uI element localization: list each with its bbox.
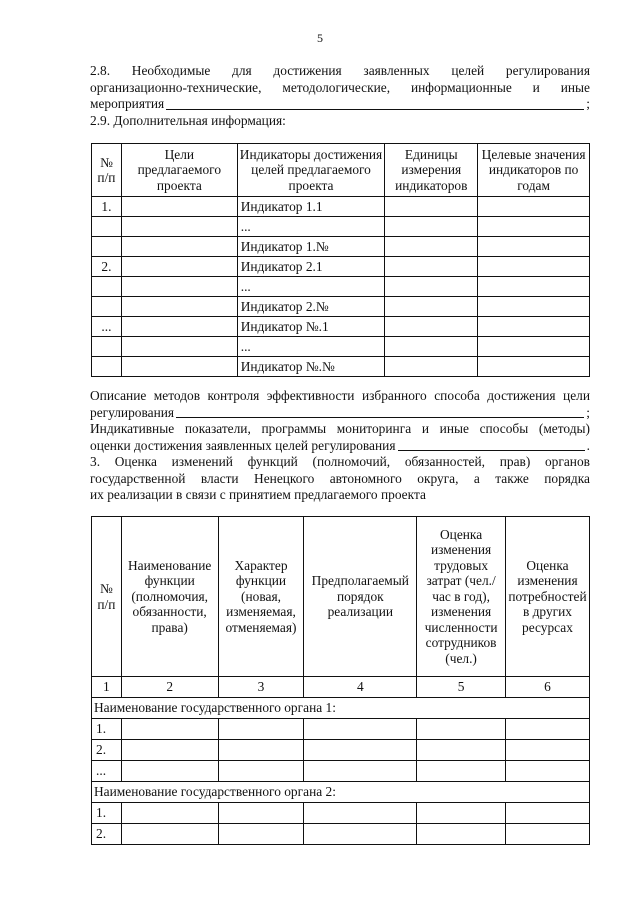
table-row (92, 803, 590, 824)
row-number (92, 357, 122, 377)
section-2-8-line1: 2.8. Необходимые для достижения заявленных целей регулирования (90, 63, 590, 78)
empty-cell (121, 761, 218, 782)
indicator-cell: ... (237, 337, 385, 357)
empty-cell (505, 761, 589, 782)
indicator-cell: ... (237, 217, 385, 237)
unit-cell (385, 317, 478, 337)
row-number: 1. (92, 197, 122, 217)
header-number: № п/п (92, 144, 122, 197)
header-other-resources: Оценка изменения потребностей в других ресурсах (505, 517, 589, 677)
empty-cell (121, 719, 218, 740)
empty-cell (417, 761, 506, 782)
table-row (92, 297, 590, 317)
header-target-values: Целевые значения индикаторов по годам (478, 144, 590, 197)
table-row (92, 337, 590, 357)
empty-cell (218, 740, 304, 761)
target-cell (478, 297, 590, 317)
empty-cell (121, 824, 218, 845)
unit-cell (385, 357, 478, 377)
empty-cell (417, 740, 506, 761)
methods-line4 (90, 438, 590, 455)
indicators-table-header (92, 144, 590, 197)
methods-line2 (90, 405, 590, 422)
table-row (92, 357, 590, 377)
fill-line-regulation (176, 416, 584, 418)
section-2-9-label: 2.9. Дополнительная информация: (90, 112, 286, 128)
goal-cell (121, 297, 237, 317)
section-3-line3: их реализации в связи с принятием предлагаемого проекта (90, 487, 426, 502)
empty-cell (121, 803, 218, 824)
unit-cell (385, 237, 478, 257)
functions-table (91, 516, 590, 845)
methods-line2-end: ; (586, 404, 590, 420)
page-number: 5 (317, 31, 323, 45)
row-number: 1. (92, 803, 122, 824)
section-2-8 (90, 63, 590, 129)
empty-cell (505, 803, 589, 824)
header-function-name: Наименование функции (полномочия, обязанности, права) (121, 517, 218, 677)
table-row (92, 197, 590, 217)
empty-cell (218, 719, 304, 740)
goal-cell (121, 237, 237, 257)
indicator-cell: Индикатор 2.№ (237, 297, 385, 317)
goal-cell (121, 277, 237, 297)
column-number: 6 (505, 677, 589, 698)
fill-line-measures (166, 108, 584, 110)
indicators-table (91, 143, 590, 377)
indicator-cell: Индикатор 1.№ (237, 237, 385, 257)
goal-cell (121, 217, 237, 237)
indicator-cell: Индикатор №.1 (237, 317, 385, 337)
empty-cell (218, 803, 304, 824)
unit-cell (385, 337, 478, 357)
column-number: 4 (304, 677, 417, 698)
group-header-row (92, 782, 590, 803)
header-goals: Цели предлагаемого проекта (121, 144, 237, 197)
target-cell (478, 257, 590, 277)
header-indicators: Индикаторы достижения целей предлагаемого проекта (237, 144, 385, 197)
row-number (92, 297, 122, 317)
group1-label: Наименование государственного органа 1: (92, 698, 590, 719)
target-cell (478, 317, 590, 337)
methods-line4-label: оценки достижения заявленных целей регулирования (90, 437, 396, 453)
row-number: 2. (92, 824, 122, 845)
unit-cell (385, 217, 478, 237)
empty-cell (304, 824, 417, 845)
row-number (92, 337, 122, 357)
empty-cell (417, 803, 506, 824)
table-row (92, 761, 590, 782)
section-3-line1: 3. Оценка изменений функций (полномочий, обязанностей, прав) органов (90, 454, 590, 469)
row-number: 1. (92, 719, 122, 740)
column-numbers-row (92, 677, 590, 698)
empty-cell (417, 719, 506, 740)
table-row (92, 824, 590, 845)
methods-section (90, 388, 590, 454)
unit-cell (385, 257, 478, 277)
empty-cell (218, 761, 304, 782)
target-cell (478, 217, 590, 237)
row-number: ... (92, 317, 122, 337)
methods-line1: Описание методов контроля эффективности избранного способа достижения цели (90, 388, 590, 403)
empty-cell (218, 824, 304, 845)
empty-cell (121, 740, 218, 761)
goal-cell (121, 317, 237, 337)
table-row (92, 277, 590, 297)
target-cell (478, 357, 590, 377)
fill-line-evaluation (398, 449, 585, 451)
header-labor-costs: Оценка изменения трудовых затрат (чел./час в год), изменения численности сотрудников (чел.) (417, 517, 506, 677)
empty-cell (304, 803, 417, 824)
row-number: 2. (92, 257, 122, 277)
section-2-8-line2: организационно-технические, методологические, информационные и иные (90, 79, 590, 95)
indicator-cell: ... (237, 277, 385, 297)
goal-cell (121, 197, 237, 217)
target-cell (478, 197, 590, 217)
empty-cell (304, 740, 417, 761)
section-3 (90, 454, 590, 504)
unit-cell (385, 197, 478, 217)
unit-cell (385, 277, 478, 297)
header-number: № п/п (92, 517, 122, 677)
column-number: 5 (417, 677, 506, 698)
header-units: Единицы измерения индикаторов (385, 144, 478, 197)
target-cell (478, 237, 590, 257)
column-number: 3 (218, 677, 304, 698)
empty-cell (304, 719, 417, 740)
goal-cell (121, 337, 237, 357)
empty-cell (505, 740, 589, 761)
target-cell (478, 277, 590, 297)
empty-cell (417, 824, 506, 845)
section-3-line2: государственной власти Ненецкого автономного округа, а также порядка (90, 470, 590, 486)
empty-cell (304, 761, 417, 782)
table-row (92, 217, 590, 237)
column-number: 2 (121, 677, 218, 698)
methods-line4-end: . (586, 437, 590, 453)
row-number (92, 277, 122, 297)
functions-table-header (92, 517, 590, 677)
indicator-cell: Индикатор 1.1 (237, 197, 385, 217)
table-row (92, 237, 590, 257)
table-row (92, 317, 590, 337)
column-number: 1 (92, 677, 122, 698)
empty-cell (505, 824, 589, 845)
table-row (92, 257, 590, 277)
section-2-8-label: мероприятия (90, 96, 165, 111)
methods-line2-label: регулирования (90, 404, 175, 420)
goal-cell (121, 257, 237, 277)
empty-cell (505, 719, 589, 740)
indicator-cell: Индикатор №.№ (237, 357, 385, 377)
methods-line3: Индикативные показатели, программы мониторинга и иные способы (методы) (90, 421, 590, 436)
goal-cell (121, 357, 237, 377)
row-number: ... (92, 761, 122, 782)
unit-cell (385, 297, 478, 317)
table-row (92, 740, 590, 761)
row-number (92, 237, 122, 257)
target-cell (478, 337, 590, 357)
header-procedure: Предполагаемый порядок реализации (304, 517, 417, 677)
header-function-type: Характер функции (новая, изменяемая, отменяемая) (218, 517, 304, 677)
group2-label: Наименование государственного органа 2: (92, 782, 590, 803)
row-number (92, 217, 122, 237)
section-2-8-end: ; (586, 96, 590, 111)
table-row (92, 719, 590, 740)
row-number: 2. (92, 740, 122, 761)
indicator-cell: Индикатор 2.1 (237, 257, 385, 277)
section-2-8-line3 (90, 96, 590, 113)
group-header-row (92, 698, 590, 719)
